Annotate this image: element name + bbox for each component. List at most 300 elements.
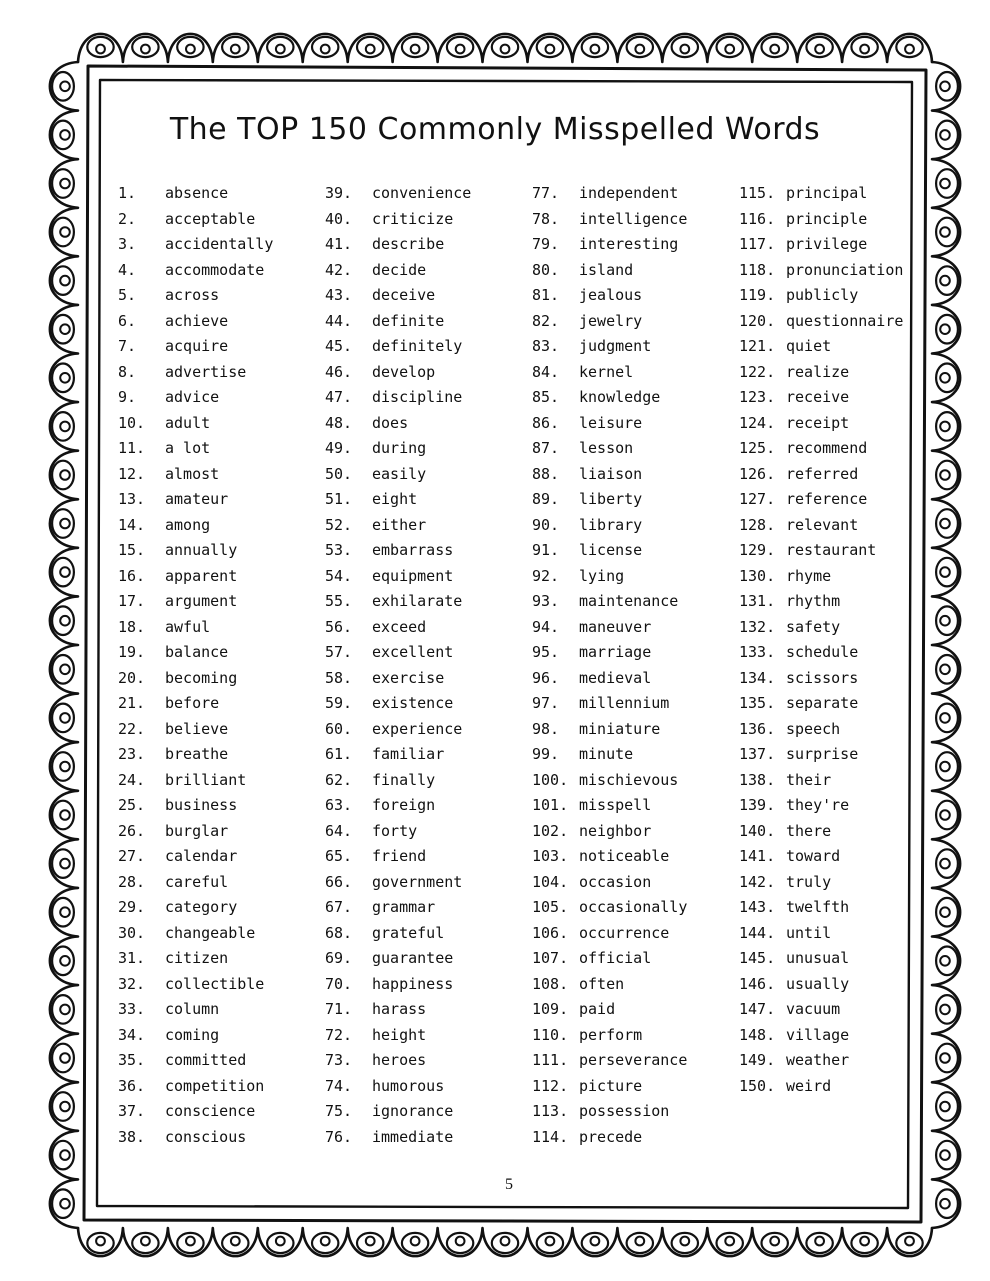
item-word: definite	[372, 311, 445, 330]
item-number: 149.	[739, 1051, 776, 1069]
item-word: careful	[165, 872, 229, 891]
item-number: 72.	[325, 1025, 353, 1044]
item-number: 62.	[325, 770, 353, 789]
item-word: exhilarate	[372, 592, 463, 610]
item-word: restaurant	[786, 541, 877, 559]
item-number: 91.	[532, 541, 560, 559]
item-number: 57.	[325, 643, 353, 661]
item-word: liberty	[579, 490, 643, 508]
item-word: perform	[579, 1025, 643, 1044]
item-number: 28.	[118, 872, 146, 891]
item-number: 36.	[118, 1076, 146, 1095]
item-word: eight	[372, 490, 418, 508]
item-word: acceptable	[165, 209, 256, 228]
item-number: 104.	[532, 872, 569, 891]
item-number: 124.	[739, 413, 776, 432]
item-word: before	[165, 694, 220, 712]
item-number: 119.	[739, 286, 776, 304]
item-number: 137.	[739, 745, 776, 763]
item-number: 115.	[739, 184, 776, 202]
item-number: 48.	[325, 413, 353, 432]
item-word: exercise	[372, 668, 445, 687]
item-word: apparent	[165, 566, 238, 585]
item-word: weird	[786, 1076, 832, 1095]
item-number: 71.	[325, 1000, 353, 1018]
item-number: 27.	[118, 847, 146, 865]
item-number: 88.	[532, 464, 560, 483]
item-word: adult	[165, 413, 211, 432]
item-word: until	[786, 923, 832, 942]
item-number: 134.	[739, 668, 776, 687]
item-number: 148.	[739, 1025, 776, 1044]
item-number: 147.	[739, 1000, 776, 1018]
item-number: 143.	[739, 898, 776, 916]
item-word: friend	[372, 847, 427, 865]
item-word: excellent	[372, 643, 454, 661]
item-number: 106.	[532, 923, 569, 942]
item-number: 45.	[325, 337, 353, 355]
item-number: 87.	[532, 439, 560, 457]
item-word: noticeable	[579, 847, 670, 865]
item-number: 56.	[325, 617, 353, 636]
item-word: almost	[165, 464, 220, 483]
item-number: 89.	[532, 490, 560, 508]
item-word: maintenance	[579, 592, 679, 610]
item-number: 131.	[739, 592, 776, 610]
item-number: 105.	[532, 898, 569, 916]
item-word: government	[372, 872, 463, 891]
item-number: 144.	[739, 923, 776, 942]
page-title: The TOP 150 Commonly Misspelled Words	[169, 112, 821, 147]
item-number: 82.	[532, 311, 560, 330]
item-number: 31.	[118, 949, 146, 967]
item-word: liaison	[579, 464, 643, 483]
item-number: 128.	[739, 515, 776, 534]
item-word: competition	[165, 1076, 265, 1095]
item-word: misspell	[579, 796, 652, 814]
item-word: burglar	[165, 821, 229, 840]
item-word: twelfth	[786, 898, 850, 916]
item-number: 79.	[532, 235, 560, 253]
item-number: 130.	[739, 566, 776, 585]
item-number: 52.	[325, 515, 353, 534]
item-number: 113.	[532, 1102, 569, 1120]
item-word: intelligence	[579, 209, 688, 228]
item-word: citizen	[165, 949, 229, 967]
item-number: 25.	[118, 796, 146, 814]
item-number: 49.	[325, 439, 353, 457]
item-word: possession	[579, 1102, 670, 1120]
item-number: 63.	[325, 796, 353, 814]
item-word: paid	[579, 1000, 616, 1018]
item-number: 65.	[325, 847, 353, 865]
item-word: guarantee	[372, 949, 454, 967]
item-word: ignorance	[372, 1102, 454, 1120]
item-number: 42.	[325, 260, 353, 279]
item-number: 1.	[118, 184, 137, 202]
item-word: publicly	[786, 286, 859, 304]
item-number: 19.	[118, 643, 146, 661]
item-number: 97.	[532, 694, 560, 712]
item-word: happiness	[372, 974, 454, 993]
item-number: 40.	[325, 209, 353, 228]
item-number: 30.	[118, 923, 146, 942]
item-number: 22.	[118, 719, 146, 738]
item-word: believe	[165, 719, 229, 738]
item-word: a lot	[165, 439, 211, 457]
item-number: 74.	[325, 1076, 353, 1095]
item-word: leisure	[579, 413, 643, 432]
item-word: privilege	[786, 235, 868, 253]
item-word: decide	[372, 260, 427, 279]
item-word: advice	[165, 388, 220, 406]
item-number: 95.	[532, 643, 560, 661]
item-number: 110.	[532, 1025, 569, 1044]
item-number: 102.	[532, 821, 569, 840]
item-word: realize	[786, 362, 850, 381]
item-number: 41.	[325, 235, 353, 253]
item-word: receive	[786, 388, 850, 406]
item-word: they're	[786, 796, 850, 814]
item-word: absence	[165, 184, 229, 202]
item-number: 125.	[739, 439, 776, 457]
item-word: awful	[165, 617, 211, 636]
item-word: easily	[372, 464, 427, 483]
item-number: 2.	[118, 209, 137, 228]
item-word: occasionally	[579, 898, 688, 916]
item-word: usually	[786, 974, 850, 993]
item-number: 122.	[739, 362, 776, 381]
item-word: there	[786, 821, 832, 840]
item-word: brilliant	[165, 770, 247, 789]
item-number: 34.	[118, 1025, 146, 1044]
item-word: deceive	[372, 286, 436, 304]
item-number: 129.	[739, 541, 776, 559]
item-number: 59.	[325, 694, 353, 712]
item-word: does	[372, 413, 409, 432]
item-word: balance	[165, 643, 229, 661]
item-word: coming	[165, 1025, 220, 1044]
item-number: 107.	[532, 949, 569, 967]
item-word: medieval	[579, 668, 652, 687]
item-word: harass	[372, 1000, 427, 1018]
item-word: forty	[372, 821, 418, 840]
item-word: weather	[786, 1051, 850, 1069]
item-number: 15.	[118, 541, 146, 559]
item-number: 121.	[739, 337, 776, 355]
item-number: 120.	[739, 311, 776, 330]
item-number: 6.	[118, 311, 137, 330]
item-number: 77.	[532, 184, 560, 202]
item-word: jewelry	[579, 311, 643, 330]
item-number: 51.	[325, 490, 353, 508]
item-word: height	[372, 1025, 427, 1044]
item-word: safety	[786, 617, 841, 636]
item-word: lesson	[579, 439, 634, 457]
item-word: kernel	[579, 362, 634, 381]
item-number: 118.	[739, 260, 776, 279]
item-word: relevant	[786, 515, 859, 534]
item-number: 101.	[532, 796, 569, 814]
item-number: 126.	[739, 464, 776, 483]
item-number: 50.	[325, 464, 353, 483]
item-number: 11.	[118, 439, 146, 457]
item-number: 146.	[739, 974, 776, 993]
item-word: finally	[372, 770, 436, 789]
item-word: calendar	[165, 847, 238, 865]
item-number: 44.	[325, 311, 353, 330]
item-word: recommend	[786, 439, 868, 457]
item-word: during	[372, 439, 427, 457]
item-word: grateful	[372, 923, 445, 942]
item-number: 64.	[325, 821, 353, 840]
item-word: mischievous	[579, 770, 679, 789]
item-number: 136.	[739, 719, 776, 738]
item-word: library	[579, 515, 643, 534]
item-word: business	[165, 796, 238, 814]
item-word: heroes	[372, 1051, 427, 1069]
item-word: column	[165, 1000, 220, 1018]
item-number: 20.	[118, 668, 146, 687]
item-number: 81.	[532, 286, 560, 304]
item-number: 85.	[532, 388, 560, 406]
item-word: reference	[786, 490, 868, 508]
item-number: 98.	[532, 719, 560, 738]
item-number: 47.	[325, 388, 353, 406]
item-number: 76.	[325, 1127, 353, 1146]
item-number: 55.	[325, 592, 353, 610]
item-number: 70.	[325, 974, 353, 993]
item-word: separate	[786, 694, 859, 712]
item-number: 35.	[118, 1051, 146, 1069]
item-number: 53.	[325, 541, 353, 559]
item-number: 150.	[739, 1076, 776, 1095]
item-number: 83.	[532, 337, 560, 355]
item-number: 37.	[118, 1102, 146, 1120]
item-number: 29.	[118, 898, 146, 916]
item-number: 9.	[118, 388, 137, 406]
item-word: equipment	[372, 566, 454, 585]
item-word: category	[165, 898, 238, 916]
item-number: 18.	[118, 617, 146, 636]
item-word: criticize	[372, 209, 454, 228]
item-word: interesting	[579, 235, 679, 253]
item-word: questionnaire	[786, 311, 904, 330]
item-number: 54.	[325, 566, 353, 585]
item-word: convenience	[372, 184, 472, 202]
item-number: 73.	[325, 1051, 353, 1069]
item-word: miniature	[579, 719, 661, 738]
item-number: 99.	[532, 745, 560, 763]
item-word: immediate	[372, 1127, 454, 1146]
item-number: 7.	[118, 337, 137, 355]
item-word: license	[579, 541, 643, 559]
item-number: 16.	[118, 566, 146, 585]
item-number: 21.	[118, 694, 146, 712]
item-word: neighbor	[579, 821, 652, 840]
item-word: unusual	[786, 949, 850, 967]
item-number: 13.	[118, 490, 146, 508]
item-word: their	[786, 770, 832, 789]
item-number: 114.	[532, 1127, 569, 1146]
item-number: 12.	[118, 464, 146, 483]
item-word: changeable	[165, 923, 256, 942]
item-word: foreign	[372, 796, 436, 814]
item-word: accidentally	[165, 235, 274, 253]
item-number: 92.	[532, 566, 560, 585]
item-word: annually	[165, 541, 238, 559]
item-word: scissors	[786, 668, 859, 687]
item-word: picture	[579, 1076, 643, 1095]
item-number: 4.	[118, 260, 137, 279]
item-number: 24.	[118, 770, 146, 789]
item-number: 112.	[532, 1076, 569, 1095]
item-number: 103.	[532, 847, 569, 865]
item-word: amateur	[165, 490, 229, 508]
item-word: referred	[786, 464, 859, 483]
item-number: 61.	[325, 745, 353, 763]
item-number: 123.	[739, 388, 776, 406]
item-number: 116.	[739, 209, 776, 228]
item-word: receipt	[786, 413, 850, 432]
item-word: becoming	[165, 668, 238, 687]
item-number: 140.	[739, 821, 776, 840]
item-word: marriage	[579, 643, 652, 661]
item-number: 109.	[532, 1000, 569, 1018]
item-word: develop	[372, 362, 436, 381]
item-word: conscious	[165, 1127, 247, 1146]
item-number: 84.	[532, 362, 560, 381]
item-word: accommodate	[165, 260, 265, 279]
item-word: existence	[372, 694, 454, 712]
item-number: 14.	[118, 515, 146, 534]
item-word: across	[165, 286, 220, 304]
item-number: 75.	[325, 1102, 353, 1120]
item-number: 80.	[532, 260, 560, 279]
item-number: 145.	[739, 949, 776, 967]
item-number: 26.	[118, 821, 146, 840]
item-number: 93.	[532, 592, 560, 610]
item-word: schedule	[786, 643, 859, 661]
item-word: quiet	[786, 337, 832, 355]
item-word: among	[165, 515, 211, 534]
item-number: 133.	[739, 643, 776, 661]
item-word: maneuver	[579, 617, 652, 636]
item-number: 5.	[118, 286, 137, 304]
item-number: 32.	[118, 974, 146, 993]
item-word: embarrass	[372, 541, 454, 559]
item-word: occasion	[579, 872, 652, 891]
item-number: 96.	[532, 668, 560, 687]
item-number: 108.	[532, 974, 569, 993]
item-word: experience	[372, 719, 463, 738]
item-word: argument	[165, 592, 238, 610]
item-number: 33.	[118, 1000, 146, 1018]
item-number: 127.	[739, 490, 776, 508]
item-number: 46.	[325, 362, 353, 381]
item-number: 86.	[532, 413, 560, 432]
item-word: vacuum	[786, 1000, 841, 1018]
item-word: familiar	[372, 745, 445, 763]
item-word: either	[372, 515, 427, 534]
item-word: independent	[579, 184, 679, 202]
item-word: conscience	[165, 1102, 256, 1120]
item-number: 43.	[325, 286, 353, 304]
item-number: 78.	[532, 209, 560, 228]
item-word: often	[579, 974, 625, 993]
item-word: humorous	[372, 1076, 445, 1095]
item-number: 139.	[739, 796, 776, 814]
item-number: 17.	[118, 592, 146, 610]
item-word: exceed	[372, 617, 427, 636]
item-word: island	[579, 260, 634, 279]
item-word: discipline	[372, 388, 463, 406]
item-number: 66.	[325, 872, 353, 891]
item-number: 111.	[532, 1051, 569, 1069]
page-number: 5	[505, 1176, 513, 1193]
item-word: acquire	[165, 337, 229, 355]
item-word: committed	[165, 1051, 247, 1069]
item-number: 141.	[739, 847, 776, 865]
item-number: 117.	[739, 235, 776, 253]
item-number: 69.	[325, 949, 353, 967]
item-number: 142.	[739, 872, 776, 891]
item-word: principle	[786, 209, 868, 228]
item-number: 39.	[325, 184, 353, 202]
item-word: collectible	[165, 974, 265, 993]
item-number: 138.	[739, 770, 776, 789]
item-word: minute	[579, 745, 634, 763]
item-number: 58.	[325, 668, 353, 687]
item-number: 38.	[118, 1127, 146, 1146]
item-word: truly	[786, 872, 832, 891]
item-number: 60.	[325, 719, 353, 738]
item-word: breathe	[165, 745, 229, 763]
item-word: lying	[579, 566, 625, 585]
item-word: perseverance	[579, 1051, 688, 1069]
item-number: 68.	[325, 923, 353, 942]
item-word: principal	[786, 184, 868, 202]
item-word: describe	[372, 235, 445, 253]
item-number: 94.	[532, 617, 560, 636]
item-word: official	[579, 949, 652, 967]
item-number: 100.	[532, 770, 569, 789]
item-word: village	[786, 1025, 850, 1044]
item-word: jealous	[579, 286, 643, 304]
item-word: occurrence	[579, 923, 670, 942]
item-word: judgment	[579, 337, 652, 355]
item-word: surprise	[786, 745, 859, 763]
item-word: definitely	[372, 337, 463, 355]
item-number: 67.	[325, 898, 353, 916]
item-number: 3.	[118, 235, 137, 253]
item-number: 135.	[739, 694, 776, 712]
item-word: rhythm	[786, 592, 841, 610]
item-word: toward	[786, 847, 841, 865]
item-word: rhyme	[786, 566, 832, 585]
item-number: 90.	[532, 515, 560, 534]
item-number: 23.	[118, 745, 146, 763]
item-word: grammar	[372, 898, 436, 916]
item-number: 10.	[118, 413, 146, 432]
item-word: achieve	[165, 311, 229, 330]
item-word: advertise	[165, 362, 247, 381]
item-word: speech	[786, 719, 841, 738]
item-word: precede	[579, 1127, 643, 1146]
item-number: 8.	[118, 362, 137, 381]
item-word: knowledge	[579, 388, 661, 406]
item-number: 132.	[739, 617, 776, 636]
